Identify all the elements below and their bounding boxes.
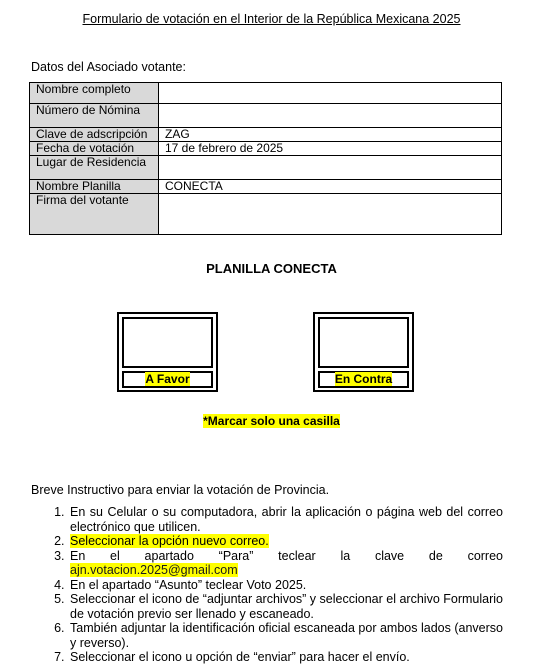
list-item [68,578,503,593]
favor-label: A Favor [145,372,190,386]
row-value[interactable] [159,104,502,128]
row-label: Nombre Planilla [30,180,159,194]
step-text: Seleccionar el icono de “adjuntar archivos” y seleccionar el archivo Formulario de votación previo ser llenado y escaneado. [70,592,503,621]
row-label: Firma del votante [30,194,159,235]
voter-section-label: Datos del Asociado votante: [31,60,186,74]
row-value[interactable]: 17 de febrero de 2025 [159,142,502,156]
row-value[interactable] [159,194,502,235]
contra-label: En Contra [334,372,393,386]
row-label: Clave de adscripción [30,128,159,142]
table-row [30,180,502,194]
list-item [68,650,503,665]
table-row [30,104,502,128]
row-value[interactable] [159,83,502,104]
row-label: Nombre completo [30,83,159,104]
mark-note [0,414,543,428]
row-label: Número de Nómina [30,104,159,128]
list-item [68,592,503,621]
row-value[interactable]: ZAG [159,128,502,142]
step-text: En el apartado “Para” teclear la clave de correo [70,548,503,563]
row-value[interactable]: CONECTA [159,180,502,194]
table-row [30,142,502,156]
favor-checkbox[interactable] [122,317,213,368]
list-item [68,549,503,578]
list-item [68,621,503,650]
mark-note-text: *Marcar solo una casilla [203,414,340,428]
row-value[interactable] [159,156,502,180]
step-text: También adjuntar la identificación oficial escaneada por ambos lados (anverso y reverso). [70,621,503,650]
email-address[interactable]: ajn.votacion.2025@gmail.com [70,563,238,577]
row-label: Fecha de votación [30,142,159,156]
row-label: Lugar de Residencia [30,156,159,180]
form-title: Formulario de votación en el Interior de la República Mexicana 2025 [82,12,461,26]
instructions-title: Breve Instructivo para enviar la votación de Provincia. [31,483,330,497]
contra-label-bar [318,371,409,388]
step-text: En su Celular o su computadora, abrir la aplicación o página web del correo electrónico que utilicen. [70,505,503,534]
table-row [30,194,502,235]
step-text: Seleccionar la opción nuevo correo. [70,534,269,548]
contra-checkbox[interactable] [318,317,409,368]
planilla-title: PLANILLA CONECTA [206,261,337,276]
favor-label-bar [122,371,213,388]
vote-box-contra [313,312,414,392]
vote-box-favor [117,312,218,392]
table-row [30,156,502,180]
table-row [30,128,502,142]
list-item [68,505,503,534]
table-row [30,83,502,104]
list-item [68,534,503,549]
instructions-list [30,505,503,665]
voter-data-table [29,82,502,235]
step-text: Seleccionar el icono u opción de “enviar” para hacer el envío. [70,650,410,664]
step-text: En el apartado “Asunto” teclear Voto 2025. [70,577,307,592]
